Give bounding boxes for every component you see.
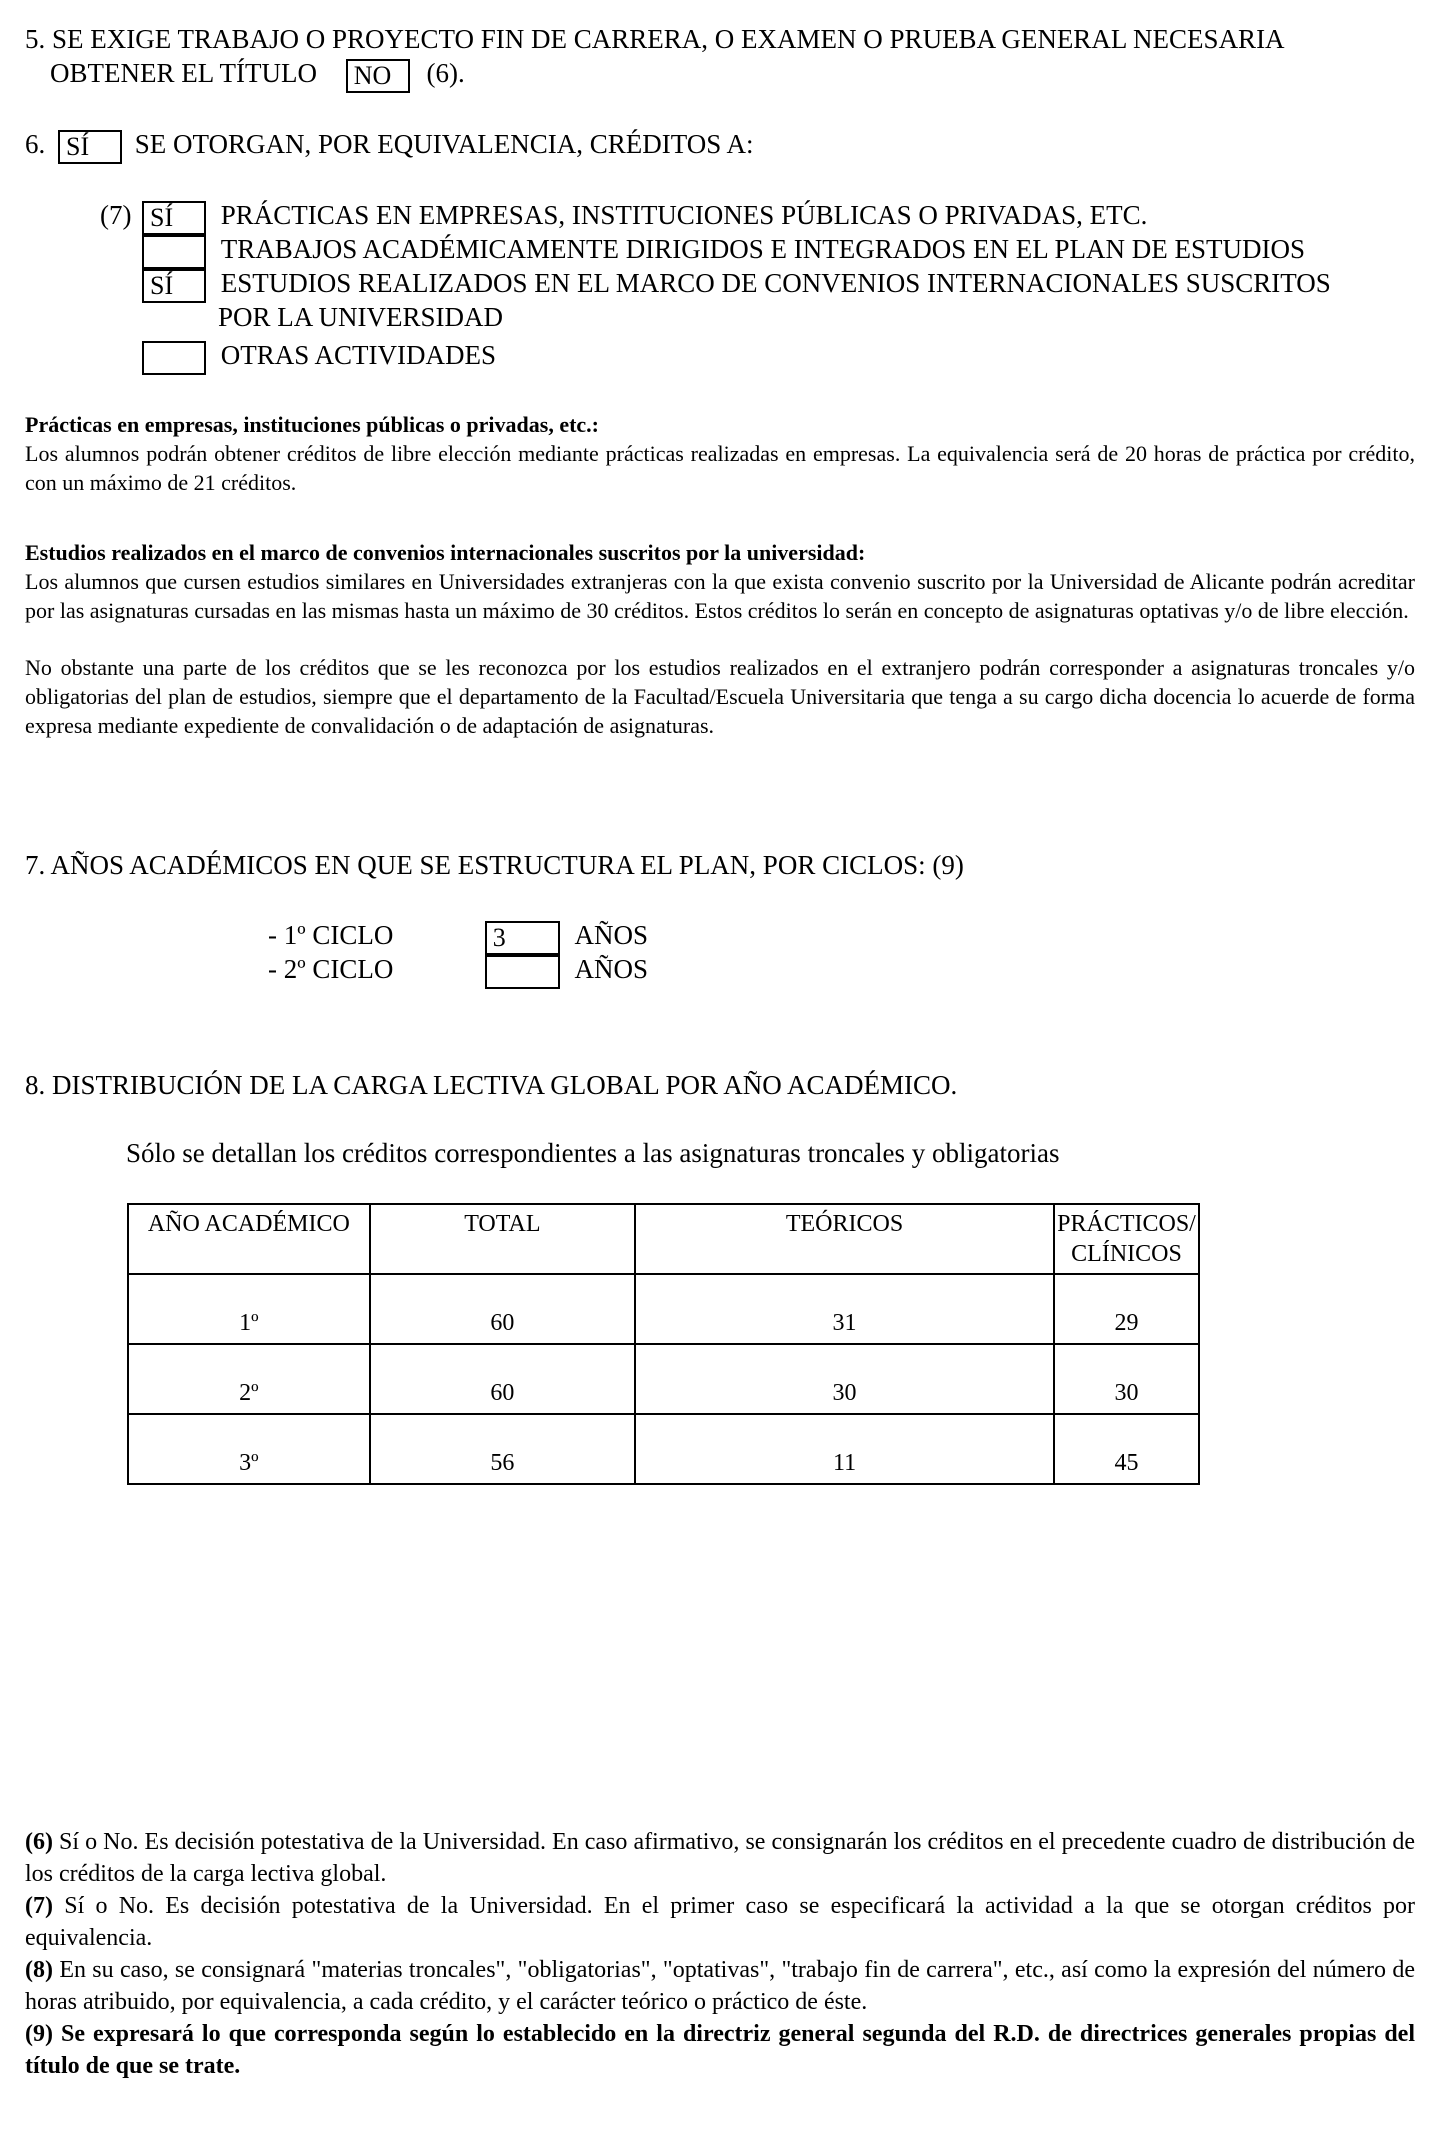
header-practicos-line1: PRÁCTICOS/ [1057,1211,1196,1237]
option-estudios-box: SÍ [142,269,206,303]
footnote-9-text: Se expresará lo que corresponda según lo establecido en la directriz general segunda del R.D. de directrices generales propias del título de que se trate. [25,2021,1416,2079]
cycle-1-unit: AÑOS [574,920,649,950]
cell-teoricos: 30 [635,1344,1054,1414]
footnote-8 [25,1954,1415,2018]
footnotes [25,1826,1415,2082]
section-5-line1: 5. SE EXIGE TRABAJO O PROYECTO FIN DE CARRERA, O EXAMEN O PRUEBA GENERAL NECESARIA [25,24,1285,54]
footnote-6-text: Sí o No. Es decisión potestativa de la Universidad. En caso afirmativo, se consignarán los créditos en el precedente cuadro de distribución de los créditos de la carga lectiva global. [25,1829,1416,1887]
cycle-row-2 [268,952,648,989]
option-estudios-label: ESTUDIOS REALIZADOS EN EL MARCO DE CONVENIOS INTERNACIONALES SUSCRITOS [220,268,1331,298]
section-5-line2 [50,56,465,93]
cycle-2-years-box [485,955,560,989]
cell-teoricos: 31 [635,1274,1054,1344]
cell-year: 2º [128,1344,370,1414]
option-practicas-box: SÍ [142,201,206,235]
section-6-note-ref: (7) [100,200,132,230]
header-ano-academico: AÑO ACADÉMICO [128,1204,370,1274]
cell-practicos: 45 [1054,1414,1199,1484]
cell-total: 60 [370,1344,635,1414]
estudios-section [25,538,1415,740]
footnote-7-ref: (7) [25,1893,53,1919]
header-total: TOTAL [370,1204,635,1274]
section-6-number: 6. [25,129,46,159]
cycle-2-unit: AÑOS [574,954,649,984]
footnote-9 [25,2018,1415,2082]
cycle-1-label: - 1º CICLO [268,920,394,950]
carga-lectiva-table [127,1203,1200,1485]
section-7-title: 7. AÑOS ACADÉMICOS EN QUE SE ESTRUCTURA EL PLAN, POR CICLOS: (9) [25,850,964,880]
section-5-answer-box: NO [346,59,410,93]
option-otras-box [142,341,206,375]
estudios-title: Estudios realizados en el marco de convenios internacionales suscritos por la universidad: [25,540,866,565]
option-otras-label: OTRAS ACTIVIDADES [220,340,497,370]
option-estudios-label-cont: POR LA UNIVERSIDAD [218,302,504,332]
option-trabajos-box [142,235,206,269]
cell-practicos: 29 [1054,1274,1199,1344]
cell-total: 60 [370,1274,635,1344]
cell-year: 1º [128,1274,370,1344]
header-practicos-line2: CLÍNICOS [1071,1241,1182,1267]
cell-practicos: 30 [1054,1344,1199,1414]
footnote-7-text: Sí o No. Es decisión potestativa de la Universidad. En el primer caso se especificará la actividad a la que se otorgan créditos por equivalencia. [25,1893,1415,1951]
footnote-8-text: En su caso, se consignará "materias troncales", "obligatorias", "optativas", "trabajo fin de carrera", etc., así como la expresión del número de horas atribuido, por equivalencia, a cada crédito, y el carácter teórico o práctico de éste. [25,1957,1415,2015]
estudios-body-2: No obstante una parte de los créditos que se les reconozca por los estudios realizados en el extranjero podrán corresponder a asignaturas troncales y/o obligatorias del plan de estudios, siempre que el departamento de la Facultad/Escuela Universitaria que tenga a su cargo dicha docencia lo acuerde de forma expresa mediante expediente de convalidación o de adaptación de asignaturas. [25,655,1415,738]
cycle-1-years-box: 3 [485,921,560,955]
footnote-6-ref: (6) [25,1829,53,1855]
option-trabajos [142,232,1305,269]
table-header-row [128,1204,1199,1274]
footnote-8-ref: (8) [25,1957,53,1983]
section-8-subtitle: Sólo se detallan los créditos correspondientes a las asignaturas troncales y obligatorias [126,1138,1060,1168]
section-6-heading [25,127,754,164]
header-teoricos: TEÓRICOS [635,1204,1054,1274]
cycle-2-label: - 2º CICLO [268,954,394,984]
footnote-9-ref: (9) [25,2021,53,2047]
section-5-label: OBTENER EL TÍTULO [50,58,317,88]
cell-teoricos: 11 [635,1414,1054,1484]
practicas-section [25,410,1415,497]
section-5-note-ref: (6). [426,58,465,88]
estudios-body-1: Los alumnos que cursen estudios similares en Universidades extranjeras con la que exista convenio suscrito por la Universidad de Alicante podrán acreditar por las asignaturas cursadas en las mismas hasta un máximo de 30 créditos. Estos créditos lo serán en concepto de asignaturas optativas y/o de libre elección. [25,569,1415,623]
practicas-body: Los alumnos podrán obtener créditos de libre elección mediante prácticas realizadas en empresas. La equivalencia será de 20 horas de práctica por crédito, con un máximo de 21 créditos. [25,441,1415,495]
section-8-title: 8. DISTRIBUCIÓN DE LA CARGA LECTIVA GLOBAL POR AÑO ACADÉMICO. [25,1070,958,1100]
option-estudios [142,266,1331,303]
cycle-row-1 [268,918,648,955]
option-practicas [142,198,1147,235]
footnote-6 [25,1826,1415,1890]
table-row [128,1274,1199,1344]
option-otras [142,338,496,375]
section-6-answer-box: SÍ [58,130,122,164]
header-practicos [1054,1204,1199,1274]
practicas-title: Prácticas en empresas, instituciones públicas o privadas, etc.: [25,412,600,437]
cell-total: 56 [370,1414,635,1484]
table-row [128,1414,1199,1484]
option-practicas-label: PRÁCTICAS EN EMPRESAS, INSTITUCIONES PÚBLICAS O PRIVADAS, ETC. [220,200,1148,230]
footnote-7 [25,1890,1415,1954]
option-trabajos-label: TRABAJOS ACADÉMICAMENTE DIRIGIDOS E INTEGRADOS EN EL PLAN DE ESTUDIOS [220,234,1305,264]
section-6-text: SE OTORGAN, POR EQUIVALENCIA, CRÉDITOS A: [134,129,754,159]
table-row [128,1344,1199,1414]
cell-year: 3º [128,1414,370,1484]
